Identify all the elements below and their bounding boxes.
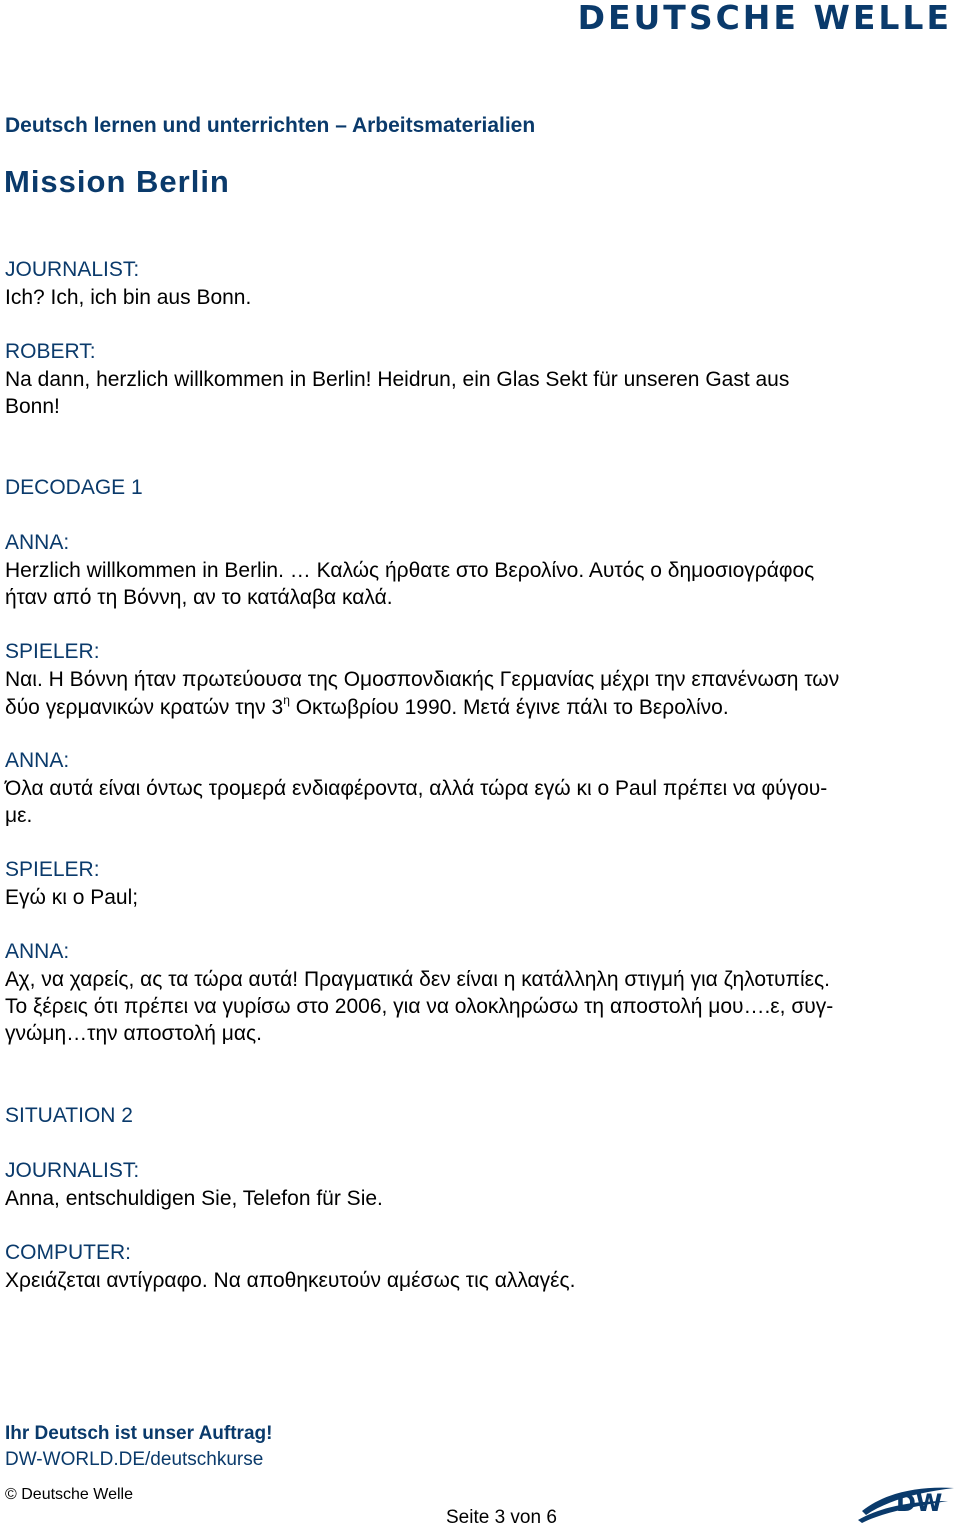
dialogue-line: Εγώ κι ο Paul; [5, 886, 139, 909]
dw-logo-icon [858, 1478, 958, 1529]
dialogue-line: Na dann, herzlich willkommen in Berlin! Heidrun, ein Glas Sekt für unseren Gast aus [5, 368, 790, 391]
doc-title: Mission Berlin [4, 164, 230, 199]
dialogue-line: Αχ, να χαρείς, ας τα τώρα αυτά! Πραγματικά δεν είναι η κατάλληλη στιγμή για ζηλοτυπίες. [5, 968, 830, 991]
speaker-label: ANNA: [5, 531, 70, 554]
footer-url: DW-WORLD.DE/deutschkurse [5, 1449, 264, 1470]
speaker-label: ROBERT: [5, 340, 96, 363]
dialogue-text: Οκτωβρίου 1990. Μετά έγινε πάλι το Βερολίνο. [289, 696, 729, 719]
speaker-label: COMPUTER: [5, 1241, 131, 1264]
dialogue-line: γνώμη…την αποστολή μας. [5, 1022, 262, 1045]
speaker-label: JOURNALIST: [5, 258, 140, 281]
speaker-label: SPIELER: [5, 640, 100, 663]
dialogue-line: Ich? Ich, ich bin aus Bonn. [5, 286, 252, 309]
dialogue-line: Ναι. Η Βόννη ήταν πρωτεύουσα της Ομοσπονδιακής Γερμανίας μέχρι την επανένωση των [5, 668, 840, 691]
dialogue-line: Bonn! [5, 395, 60, 418]
dialogue-line: Το ξέρεις ότι πρέπει να γυρίσω στο 2006, για να ολοκληρώσω τη αποστολή μου….ε, συγ- [5, 995, 834, 1018]
ordinal-superscript: η [283, 693, 290, 707]
page-number: Seite 3 von 6 [446, 1507, 557, 1528]
section-heading: DECODAGE 1 [5, 476, 143, 499]
speaker-label: ANNA: [5, 940, 70, 963]
dialogue-line: ήταν από τη Βόννη, αν το κατάλαβα καλά. [5, 586, 393, 609]
dialogue-line [5, 695, 729, 720]
section-heading: SITUATION 2 [5, 1104, 133, 1127]
brand-wordmark: DEUTSCHE WELLE [577, 0, 952, 37]
doc-subtitle: Deutsch lernen und unterrichten – Arbeitsmaterialien [5, 114, 536, 137]
dialogue-line: Χρειάζεται αντίγραφο. Να αποθηκευτούν αμέσως τις αλλαγές. [5, 1269, 576, 1292]
dialogue-line: Anna, entschuldigen Sie, Telefon für Sie. [5, 1187, 383, 1210]
dialogue-line: Όλα αυτά είναι όντως τρομερά ενδιαφέροντα, αλλά τώρα εγώ κι ο Paul πρέπει να φύγου- [5, 777, 828, 800]
footer-motto: Ihr Deutsch ist unser Auftrag! [5, 1423, 273, 1444]
svg-text:DW: DW [896, 1489, 943, 1517]
footer-copyright: © Deutsche Welle [5, 1486, 133, 1503]
dialogue-text: δύο γερμανικών κρατών την 3 [5, 696, 284, 719]
dialogue-line: με. [5, 804, 33, 827]
speaker-label: JOURNALIST: [5, 1159, 140, 1182]
speaker-label: SPIELER: [5, 858, 100, 881]
speaker-label: ANNA: [5, 749, 70, 772]
dialogue-line: Herzlich willkommen in Berlin. … Καλώς ήρθατε στο Βερολίνο. Αυτός ο δημοσιογράφος [5, 559, 815, 582]
